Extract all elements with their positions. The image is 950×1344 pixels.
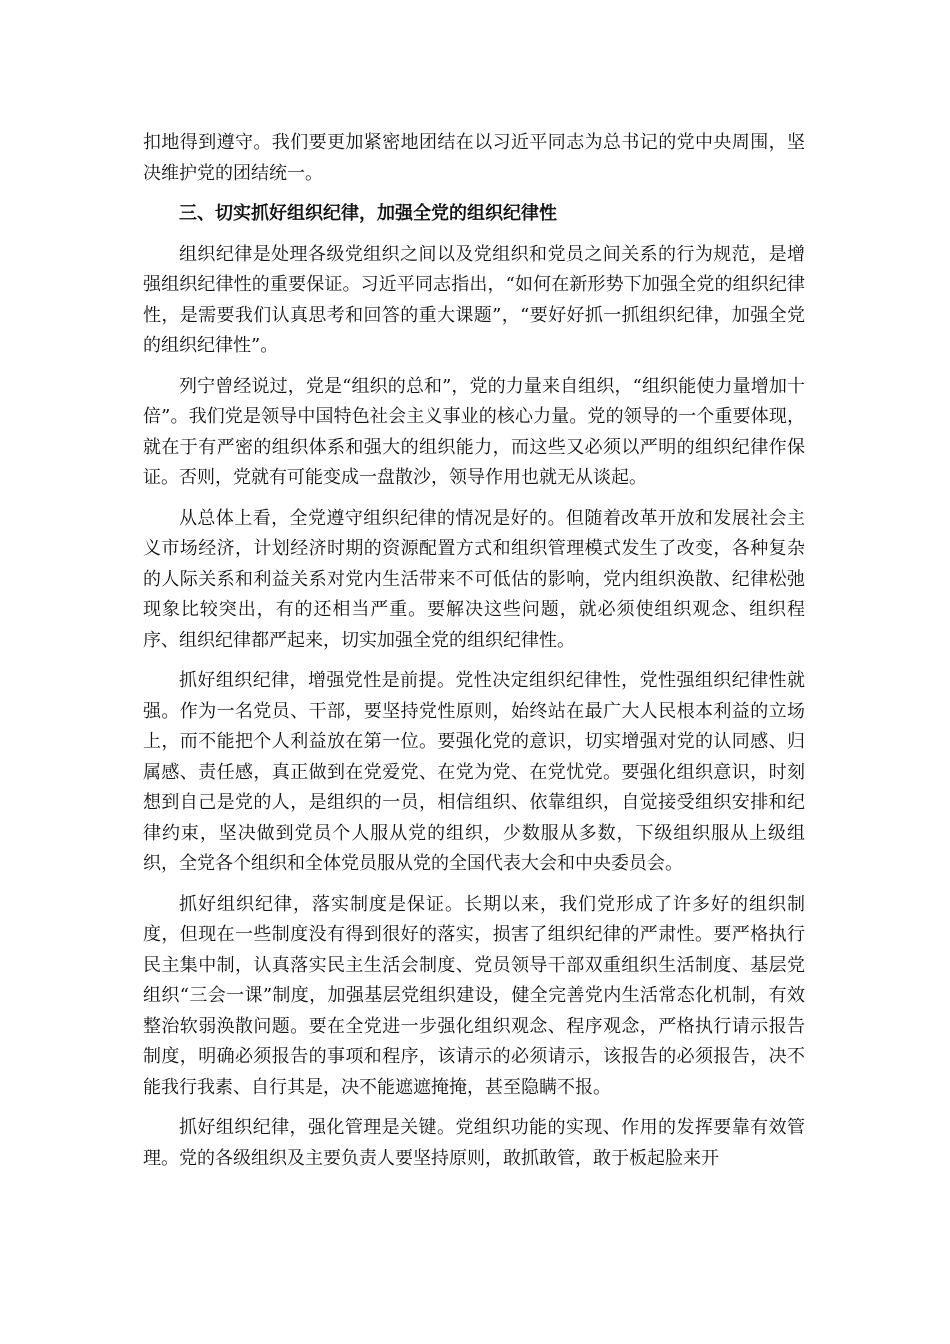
paragraph-continued: 扣地得到遵守。我们要更加紧密地团结在以习近平同志为总书记的党中央周围，坚决维护党的团结统一。 [143, 132, 805, 184]
paragraph: 列宁曾经说过，党是“组织的总和”，党的力量来自组织，“组织能使力量增加十倍”。我们党是领导中国特色社会主义事业的核心力量。党的领导的一个重要体现，就在于有严密的组织体系和强大的组织能力，而这些又必须以严明的组织纪律作保证。否则，党就有可能变成一盘散沙，领导作用也就无从谈起。 [143, 375, 805, 488]
paragraph: 抓好组织纪律，强化管理是关键。党组织功能的实现、作用的发挥要靠有效管理。党的各级组织及主要负责人要坚持原则，敢抓敢管，敢于板起脸来开 [143, 1117, 805, 1169]
paragraph: 抓好组织纪律，增强党性是前提。党性决定组织纪律性，党性强组织纪律性就强。作为一名党员、干部，要坚持党性原则，始终站在最广大人民根本利益的立场上，而不能把个人利益放在第一位。要强化党的意识，切实增强对党的认同感、归属感、责任感，真正做到在党爱党、在党为党、在党忧党。要强化组织意识，时刻想到自己是党的人，是组织的一员，相信组织、依靠组织，自觉接受组织安排和纪律约束，坚决做到党员个人服从党的组织，少数服从多数，下级组织服从上级组织，全党各个组织和全体党员服从党的全国代表大会和中央委员会。 [143, 670, 805, 874]
paragraph: 抓好组织纪律，落实制度是保证。长期以来，我们党形成了许多好的组织制度，但现在一些制度没有得到很好的落实，损害了组织纪律的严肃性。要严格执行民主集中制，认真落实民主生活会制度、党员领导干部双重组织生活制度、基层党组织“三会一课”制度，加强基层党组织建设，健全完善党内生活常态化机制，有效整治软弱涣散问题。要在全党进一步强化组织观念、程序观念，严格执行请示报告制度，明确必须报告的事项和程序，该请示的必须请示，该报告的必须报告，决不能我行我素、自行其是，决不能遮遮掩掩，甚至隐瞒不报。 [143, 893, 805, 1098]
paragraph: 从总体上看，全党遵守组织纪律的情况是好的。但随着改革开放和发展社会主义市场经济，计划经济时期的资源配置方式和组织管理模式发生了改变，各种复杂的人际关系和利益关系对党内生活带来不可低估的影响，党内组织涣散、纪律松弛现象比较突出，有的还相当严重。要解决这些问题，就必须使组织观念、组织程序、组织纪律都严起来，切实加强全党的组织纪律性。 [143, 507, 805, 651]
paragraph: 组织纪律是处理各级党组织之间以及党组织和党员之间关系的行为规范，是增强组织纪律性的重要保证。习近平同志指出，“如何在新形势下加强全党的组织纪律性，是需要我们认真思考和回答的重大课题”，“要好好抓一抓组织纪律，加强全党的组织纪律性”。 [143, 243, 805, 356]
section-heading: 三、切实抓好组织纪律，加强全党的组织纪律性 [179, 203, 557, 224]
document-page [143, 128, 805, 1184]
